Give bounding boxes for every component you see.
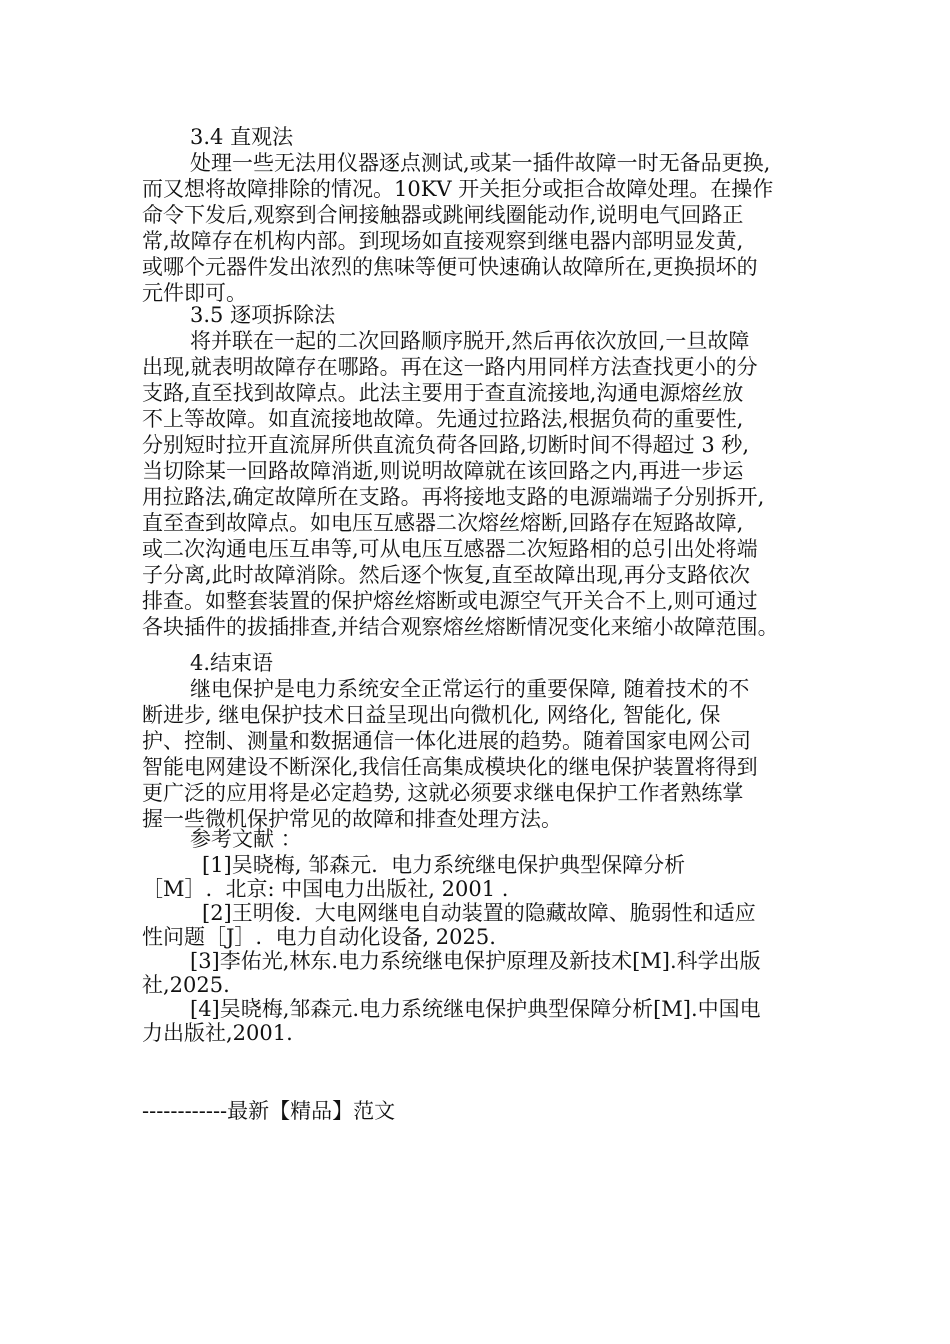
references-label: 参考文献 ：	[190, 827, 302, 851]
paragraph-line: 而又想将故障排除的情况。10KV 开关拒分或拒合故障处理。在操作	[142, 177, 774, 201]
paragraph-line: 当切除某一回路故障消逝,则说明故障就在该回路之内,再进一步运	[142, 459, 744, 483]
paragraph-line: 用拉路法,确定故障所在支路。再将接地支路的电源端端子分别拆开,	[142, 485, 765, 509]
paragraph-line: 或二次沟通电压互串等,可从电压互感器二次短路相的总引出处将端	[142, 537, 758, 561]
paragraph-line: 出现,就表明故障存在哪路。再在这一路内用同样方法查找更小的分	[142, 355, 758, 379]
paragraph-line: 命令下发后,观察到合闸接触器或跳闸线圈能动作,说明电气回路正	[142, 203, 744, 227]
reference-line: 社,2025.	[142, 973, 230, 997]
paragraph-line: 直至查到故障点。如电压互感器二次熔丝熔断,回路存在短路故障,	[142, 511, 744, 535]
paragraph-line: 智能电网建设不断深化,我信任高集成模块化的继电保护装置将得到	[142, 755, 758, 779]
reference-line: 力出版社,2001.	[142, 1021, 293, 1045]
reference-line: 性问题［J］. 电力自动化设备, 2025.	[142, 925, 496, 949]
paragraph-line: 分别短时拉开直流屏所供直流负荷各回路,切断时间不得超过 3 秒,	[142, 433, 750, 457]
paragraph-line: 不上等故障。如直流接地故障。先通过拉路法,根据负荷的重要性,	[142, 407, 744, 431]
paragraph-line: 排查。如整套装置的保护熔丝熔断或电源空气开关合不上,则可通过	[142, 589, 758, 613]
section-heading: 3.5 逐项拆除法	[190, 303, 336, 327]
paragraph-line: 支路,直至找到故障点。此法主要用于查直流接地,沟通电源熔丝放	[142, 381, 744, 405]
reference-line: [4]吴晓梅,邹森元.电力系统继电保护典型保障分析[M].中国电	[190, 997, 761, 1021]
paragraph-line: 握一些微机保护常见的故障和排查处理方法。	[142, 807, 562, 831]
reference-line: [2]王明俊. 大电网继电自动装置的隐藏故障、脆弱性和适应	[202, 901, 756, 925]
paragraph-line: 将并联在一起的二次回路顺序脱开,然后再依次放回,一旦故障	[190, 329, 750, 353]
paragraph-line: 或哪个元器件发出浓烈的焦味等便可快速确认故障所在,更换损坏的	[142, 255, 758, 279]
section-heading: 4.结束语	[190, 651, 274, 675]
paragraph-line: 元件即可。	[142, 281, 247, 305]
paragraph-line: 断进步, 继电保护技术日益呈现出向微机化, 网络化, 智能化, 保	[142, 703, 721, 727]
paragraph-line: 常,故障存在机构内部。到现场如直接观察到继电器内部明显发黄,	[142, 229, 744, 253]
paragraph-line: 处理一些无法用仪器逐点测试,或某一插件故障一时无备品更换,	[190, 151, 771, 175]
reference-line: [1]吴晓梅, 邹森元. 电力系统继电保护典型保障分析	[202, 853, 686, 877]
paragraph-line: 护、控制、测量和数据通信一体化进展的趋势。随着国家电网公司	[142, 729, 751, 753]
footer-text: ------------最新【精品】范文	[142, 1099, 396, 1123]
paragraph-line: 子分离,此时故障消除。然后逐个恢复,直至故障出现,再分支路依次	[142, 563, 751, 587]
paragraph-line: 继电保护是电力系统安全正常运行的重要保障, 随着技术的不	[190, 677, 750, 701]
reference-line: [3]李佑光,林东.电力系统继电保护原理及新技术[M].科学出版	[190, 949, 761, 973]
reference-line: ［M］. 北京: 中国电力出版社, 2001 .	[142, 877, 509, 901]
section-heading: 3.4 直观法	[190, 125, 294, 149]
paragraph-line: 各块插件的拔插排查,并结合观察熔丝熔断情况变化来缩小故障范围。	[142, 615, 779, 639]
paragraph-line: 更广泛的应用将是必定趋势, 这就必须要求继电保护工作者熟练掌	[142, 781, 744, 805]
